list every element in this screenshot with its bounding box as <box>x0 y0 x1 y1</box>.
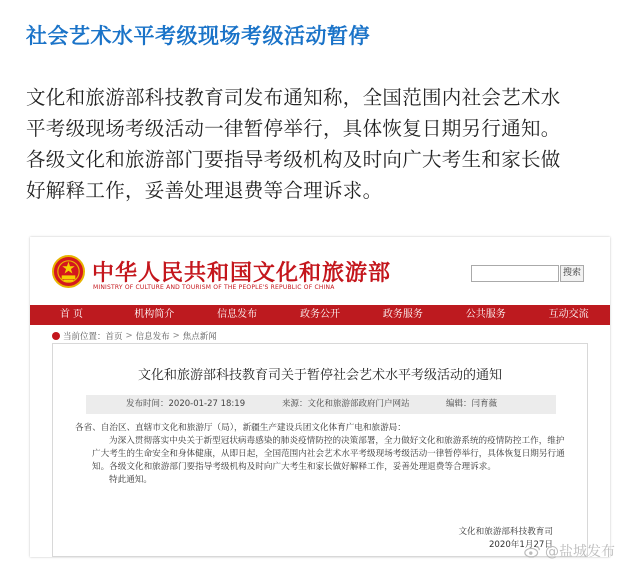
article-body <box>75 422 572 487</box>
nav-item-government-affairs[interactable]: 政务公开 <box>300 309 340 320</box>
breadcrumb-separator: > <box>172 331 180 341</box>
article-signature: 文化和旅游部科技教育司 <box>458 527 553 537</box>
embedded-webpage-screenshot <box>30 237 610 557</box>
breadcrumb-news[interactable]: 信息发布 <box>135 332 170 342</box>
search-button[interactable]: 搜索 <box>560 265 584 282</box>
nav-item-interaction[interactable]: 互动交流 <box>548 309 589 320</box>
article-meta <box>86 395 556 414</box>
article-source: 来源：文化和旅游部政府门户网站 <box>282 399 410 409</box>
location-icon <box>52 332 60 340</box>
nav-item-home[interactable]: 首 页 <box>59 309 84 320</box>
publish-time: 发布时间：2020-01-27 18:19 <box>126 399 246 409</box>
summary-line: 平考级现场考级活动一律暂停举行，具体恢复日期另行通知。 <box>26 117 561 140</box>
ministry-name[interactable]: 中华人民共和国文化和旅游部 <box>92 261 392 286</box>
article-date: 2020年1月27日 <box>488 540 553 550</box>
nav-item-public-services[interactable]: 公共服务 <box>465 309 506 320</box>
breadcrumb-focus-news[interactable]: 焦点新闻 <box>182 332 217 342</box>
site-header <box>30 237 610 305</box>
nav-item-news[interactable]: 信息发布 <box>217 309 258 320</box>
breadcrumb-separator: > <box>125 331 133 341</box>
summary-line: 各级文化和旅游部门要指导考级机构及时向广大考生和家长做 <box>26 148 561 171</box>
main-nav <box>30 305 610 325</box>
watermark-text: @盐城发布 <box>545 544 615 560</box>
weibo-icon <box>524 544 541 558</box>
article-closing: 特此通知。 <box>109 475 152 485</box>
article-salutation: 各省、自治区、直辖市文化和旅游厅（局），新疆生产建设兵团文化体育广电和旅游局： <box>75 423 406 433</box>
article-title: 文化和旅游部科技教育司关于暂停社会艺术水平考级活动的通知 <box>137 368 502 383</box>
article-card <box>52 343 588 557</box>
nav-item-services[interactable]: 政务服务 <box>382 309 423 320</box>
article-paragraph: 为深入贯彻落实中央关于新型冠状病毒感染的肺炎疫情防控的决策部署，全力做好文化和旅游系统的疫情防控工作，维护广大考生的生命安全和身体健康，从即日起，全国范围内社会艺术水平考级现场考级活动一律暂停举行，具体恢复日期另行通知。各级文化和旅游部门要指导考级机构及时向广大考生和家长做好解释工作，妥善处理退费等合理诉求。 <box>92 436 565 472</box>
ministry-name-english: MINISTRY OF CULTURE AND TOURISM OF THE PEOPLE'S REPUBLIC OF CHINA <box>93 284 335 291</box>
national-emblem-icon <box>52 255 85 288</box>
summary-text <box>26 82 618 206</box>
summary-line: 好解释工作，妥善处理退费等合理诉求。 <box>26 179 383 202</box>
article-editor: 编辑：闫育薇 <box>446 399 498 409</box>
watermark <box>524 541 615 561</box>
breadcrumb-home[interactable]: 首页 <box>105 332 123 342</box>
nav-item-about[interactable]: 机构简介 <box>134 309 175 320</box>
summary-line: 文化和旅游部科技教育司发布通知称，全国范围内社会艺术水 <box>26 86 561 109</box>
breadcrumb <box>52 330 217 342</box>
search-input[interactable] <box>471 265 559 282</box>
headline: 社会艺术水平考级现场考级活动暂停 <box>26 24 370 48</box>
breadcrumb-prefix: 当前位置： <box>63 332 106 342</box>
